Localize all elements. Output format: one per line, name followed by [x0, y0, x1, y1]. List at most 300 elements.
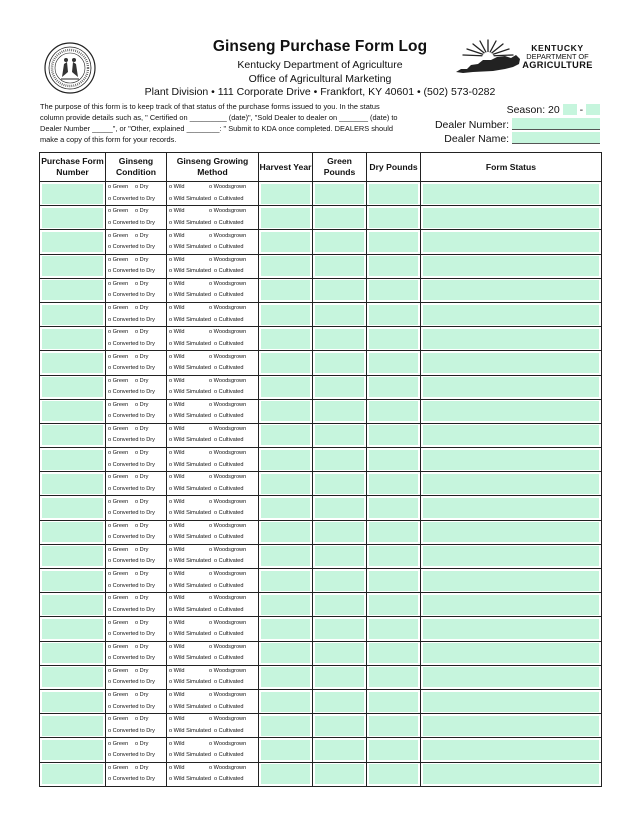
- condition-dry-radio[interactable]: o Dry: [135, 764, 149, 771]
- purchase-form-number-input[interactable]: [42, 184, 103, 204]
- purchase-form-number-input[interactable]: [42, 546, 103, 566]
- purchase-form-number-input[interactable]: [42, 280, 103, 300]
- harvest-year-input[interactable]: [261, 184, 310, 204]
- form-status-input[interactable]: [423, 377, 599, 397]
- method-wild-radio[interactable]: o Wild: [169, 740, 185, 747]
- method-wild-simulated-radio[interactable]: o Wild Simulated: [169, 679, 211, 686]
- harvest-year-input[interactable]: [261, 498, 310, 518]
- condition-dry-radio[interactable]: o Dry: [135, 716, 149, 723]
- form-status-input[interactable]: [423, 474, 599, 494]
- condition-dry-radio[interactable]: o Dry: [135, 619, 149, 626]
- method-woodsgrown-radio[interactable]: o Woodsgrown: [209, 522, 247, 529]
- method-wild-simulated-radio[interactable]: o Wild Simulated: [169, 364, 211, 371]
- dry-pounds-input[interactable]: [369, 280, 418, 300]
- green-pounds-input[interactable]: [315, 740, 364, 760]
- condition-green-radio[interactable]: o Green: [108, 329, 129, 336]
- method-cultivated-radio[interactable]: o Cultivated: [213, 340, 244, 347]
- method-wild-radio[interactable]: o Wild: [169, 450, 185, 457]
- purchase-form-number-input[interactable]: [42, 377, 103, 397]
- method-wild-radio[interactable]: o Wild: [169, 353, 185, 360]
- method-wild-simulated-radio[interactable]: o Wild Simulated: [169, 534, 211, 541]
- method-cultivated-radio[interactable]: o Cultivated: [213, 703, 244, 710]
- condition-dry-radio[interactable]: o Dry: [135, 208, 149, 215]
- method-cultivated-radio[interactable]: o Cultivated: [213, 679, 244, 686]
- green-pounds-input[interactable]: [315, 667, 364, 687]
- method-woodsgrown-radio[interactable]: o Woodsgrown: [209, 571, 247, 578]
- green-pounds-input[interactable]: [315, 425, 364, 445]
- condition-green-radio[interactable]: o Green: [108, 305, 129, 312]
- dry-pounds-input[interactable]: [369, 232, 418, 252]
- method-wild-simulated-radio[interactable]: o Wild Simulated: [169, 243, 211, 250]
- method-wild-simulated-radio[interactable]: o Wild Simulated: [169, 413, 211, 420]
- form-status-input[interactable]: [423, 595, 599, 615]
- condition-green-radio[interactable]: o Green: [108, 498, 129, 505]
- form-status-input[interactable]: [423, 716, 599, 736]
- form-status-input[interactable]: [423, 522, 599, 542]
- method-wild-simulated-radio[interactable]: o Wild Simulated: [169, 776, 211, 783]
- method-woodsgrown-radio[interactable]: o Woodsgrown: [209, 208, 247, 215]
- method-wild-simulated-radio[interactable]: o Wild Simulated: [169, 606, 211, 613]
- condition-converted-radio[interactable]: o Converted to Dry: [108, 268, 155, 275]
- purchase-form-number-input[interactable]: [42, 716, 103, 736]
- method-woodsgrown-radio[interactable]: o Woodsgrown: [209, 401, 247, 408]
- method-woodsgrown-radio[interactable]: o Woodsgrown: [209, 643, 247, 650]
- harvest-year-input[interactable]: [261, 329, 310, 349]
- green-pounds-input[interactable]: [315, 571, 364, 591]
- purchase-form-number-input[interactable]: [42, 764, 103, 784]
- form-status-input[interactable]: [423, 425, 599, 445]
- condition-green-radio[interactable]: o Green: [108, 232, 129, 239]
- harvest-year-input[interactable]: [261, 377, 310, 397]
- condition-dry-radio[interactable]: o Dry: [135, 401, 149, 408]
- method-woodsgrown-radio[interactable]: o Woodsgrown: [209, 353, 247, 360]
- harvest-year-input[interactable]: [261, 353, 310, 373]
- method-wild-simulated-radio[interactable]: o Wild Simulated: [169, 292, 211, 299]
- dry-pounds-input[interactable]: [369, 425, 418, 445]
- harvest-year-input[interactable]: [261, 595, 310, 615]
- method-wild-radio[interactable]: o Wild: [169, 547, 185, 553]
- green-pounds-input[interactable]: [315, 401, 364, 421]
- green-pounds-input[interactable]: [315, 305, 364, 325]
- dry-pounds-input[interactable]: [369, 184, 418, 204]
- form-status-input[interactable]: [423, 450, 599, 470]
- method-wild-simulated-radio[interactable]: o Wild Simulated: [169, 485, 211, 492]
- dry-pounds-input[interactable]: [369, 401, 418, 421]
- condition-converted-radio[interactable]: o Converted to Dry: [108, 389, 155, 396]
- method-wild-radio[interactable]: o Wild: [169, 571, 185, 578]
- condition-dry-radio[interactable]: o Dry: [135, 643, 149, 650]
- dry-pounds-input[interactable]: [369, 329, 418, 349]
- condition-green-radio[interactable]: o Green: [108, 280, 129, 287]
- condition-converted-radio[interactable]: o Converted to Dry: [108, 727, 155, 734]
- method-wild-radio[interactable]: o Wild: [169, 716, 185, 723]
- method-cultivated-radio[interactable]: o Cultivated: [213, 606, 244, 613]
- dry-pounds-input[interactable]: [369, 595, 418, 615]
- condition-dry-radio[interactable]: o Dry: [135, 474, 149, 481]
- harvest-year-input[interactable]: [261, 425, 310, 445]
- form-status-input[interactable]: [423, 232, 599, 252]
- method-cultivated-radio[interactable]: o Cultivated: [213, 727, 244, 734]
- method-wild-simulated-radio[interactable]: o Wild Simulated: [169, 703, 211, 710]
- dry-pounds-input[interactable]: [369, 522, 418, 542]
- harvest-year-input[interactable]: [261, 716, 310, 736]
- method-wild-simulated-radio[interactable]: o Wild Simulated: [169, 655, 211, 662]
- method-wild-radio[interactable]: o Wild: [169, 329, 185, 336]
- method-wild-simulated-radio[interactable]: o Wild Simulated: [169, 340, 211, 347]
- method-cultivated-radio[interactable]: o Cultivated: [213, 364, 244, 371]
- purchase-form-number-input[interactable]: [42, 450, 103, 470]
- condition-dry-radio[interactable]: o Dry: [135, 256, 149, 263]
- condition-converted-radio[interactable]: o Converted to Dry: [108, 485, 155, 492]
- method-cultivated-radio[interactable]: o Cultivated: [213, 582, 244, 589]
- condition-converted-radio[interactable]: o Converted to Dry: [108, 534, 155, 541]
- purchase-form-number-input[interactable]: [42, 329, 103, 349]
- method-cultivated-radio[interactable]: o Cultivated: [213, 534, 244, 541]
- harvest-year-input[interactable]: [261, 280, 310, 300]
- method-cultivated-radio[interactable]: o Cultivated: [213, 485, 244, 492]
- dry-pounds-input[interactable]: [369, 764, 418, 784]
- method-wild-simulated-radio[interactable]: o Wild Simulated: [169, 316, 211, 323]
- method-wild-simulated-radio[interactable]: o Wild Simulated: [169, 558, 211, 565]
- condition-converted-radio[interactable]: o Converted to Dry: [108, 703, 155, 710]
- condition-converted-radio[interactable]: o Converted to Dry: [108, 316, 155, 323]
- method-cultivated-radio[interactable]: o Cultivated: [213, 316, 244, 323]
- condition-green-radio[interactable]: o Green: [108, 256, 129, 263]
- condition-green-radio[interactable]: o Green: [108, 184, 129, 191]
- method-wild-radio[interactable]: o Wild: [169, 595, 185, 602]
- method-wild-radio[interactable]: o Wild: [169, 764, 185, 771]
- harvest-year-input[interactable]: [261, 764, 310, 784]
- condition-converted-radio[interactable]: o Converted to Dry: [108, 606, 155, 613]
- method-woodsgrown-radio[interactable]: o Woodsgrown: [209, 329, 247, 336]
- purchase-form-number-input[interactable]: [42, 595, 103, 615]
- condition-green-radio[interactable]: o Green: [108, 547, 129, 553]
- method-cultivated-radio[interactable]: o Cultivated: [213, 219, 244, 226]
- condition-converted-radio[interactable]: o Converted to Dry: [108, 364, 155, 371]
- method-woodsgrown-radio[interactable]: o Woodsgrown: [209, 377, 247, 384]
- condition-green-radio[interactable]: o Green: [108, 667, 129, 674]
- method-wild-radio[interactable]: o Wild: [169, 619, 185, 626]
- condition-converted-radio[interactable]: o Converted to Dry: [108, 413, 155, 420]
- condition-dry-radio[interactable]: o Dry: [135, 232, 149, 239]
- condition-green-radio[interactable]: o Green: [108, 692, 129, 699]
- dealer-number-input[interactable]: [512, 118, 600, 130]
- form-status-input[interactable]: [423, 692, 599, 712]
- condition-green-radio[interactable]: o Green: [108, 643, 129, 650]
- condition-converted-radio[interactable]: o Converted to Dry: [108, 582, 155, 589]
- method-woodsgrown-radio[interactable]: o Woodsgrown: [209, 450, 247, 457]
- dry-pounds-input[interactable]: [369, 571, 418, 591]
- method-cultivated-radio[interactable]: o Cultivated: [213, 195, 244, 202]
- dry-pounds-input[interactable]: [369, 208, 418, 228]
- green-pounds-input[interactable]: [315, 764, 364, 784]
- purchase-form-number-input[interactable]: [42, 425, 103, 445]
- condition-converted-radio[interactable]: o Converted to Dry: [108, 461, 155, 468]
- green-pounds-input[interactable]: [315, 474, 364, 494]
- method-cultivated-radio[interactable]: o Cultivated: [213, 268, 244, 275]
- green-pounds-input[interactable]: [315, 498, 364, 518]
- condition-green-radio[interactable]: o Green: [108, 450, 129, 457]
- method-wild-simulated-radio[interactable]: o Wild Simulated: [169, 751, 211, 758]
- condition-converted-radio[interactable]: o Converted to Dry: [108, 776, 155, 783]
- green-pounds-input[interactable]: [315, 184, 364, 204]
- method-wild-radio[interactable]: o Wild: [169, 377, 185, 384]
- method-wild-radio[interactable]: o Wild: [169, 401, 185, 408]
- method-woodsgrown-radio[interactable]: o Woodsgrown: [209, 667, 247, 674]
- form-status-input[interactable]: [423, 256, 599, 276]
- green-pounds-input[interactable]: [315, 232, 364, 252]
- method-wild-simulated-radio[interactable]: o Wild Simulated: [169, 437, 211, 444]
- green-pounds-input[interactable]: [315, 208, 364, 228]
- purchase-form-number-input[interactable]: [42, 692, 103, 712]
- condition-dry-radio[interactable]: o Dry: [135, 305, 149, 312]
- dry-pounds-input[interactable]: [369, 305, 418, 325]
- dry-pounds-input[interactable]: [369, 619, 418, 639]
- harvest-year-input[interactable]: [261, 643, 310, 663]
- condition-converted-radio[interactable]: o Converted to Dry: [108, 679, 155, 686]
- condition-converted-radio[interactable]: o Converted to Dry: [108, 510, 155, 517]
- form-status-input[interactable]: [423, 329, 599, 349]
- method-wild-radio[interactable]: o Wild: [169, 522, 185, 529]
- dry-pounds-input[interactable]: [369, 716, 418, 736]
- harvest-year-input[interactable]: [261, 692, 310, 712]
- method-cultivated-radio[interactable]: o Cultivated: [213, 655, 244, 662]
- method-woodsgrown-radio[interactable]: o Woodsgrown: [209, 692, 247, 699]
- method-woodsgrown-radio[interactable]: o Woodsgrown: [209, 305, 247, 312]
- condition-dry-radio[interactable]: o Dry: [135, 667, 149, 674]
- condition-converted-radio[interactable]: o Converted to Dry: [108, 195, 155, 202]
- harvest-year-input[interactable]: [261, 619, 310, 639]
- method-cultivated-radio[interactable]: o Cultivated: [213, 292, 244, 299]
- dry-pounds-input[interactable]: [369, 377, 418, 397]
- dry-pounds-input[interactable]: [369, 667, 418, 687]
- harvest-year-input[interactable]: [261, 305, 310, 325]
- form-status-input[interactable]: [423, 305, 599, 325]
- condition-green-radio[interactable]: o Green: [108, 522, 129, 529]
- form-status-input[interactable]: [423, 764, 599, 784]
- condition-converted-radio[interactable]: o Converted to Dry: [108, 630, 155, 637]
- condition-green-radio[interactable]: o Green: [108, 426, 129, 433]
- condition-green-radio[interactable]: o Green: [108, 353, 129, 360]
- form-status-input[interactable]: [423, 740, 599, 760]
- method-woodsgrown-radio[interactable]: o Woodsgrown: [209, 716, 247, 723]
- purchase-form-number-input[interactable]: [42, 401, 103, 421]
- condition-dry-radio[interactable]: o Dry: [135, 329, 149, 336]
- method-wild-radio[interactable]: o Wild: [169, 667, 185, 674]
- green-pounds-input[interactable]: [315, 595, 364, 615]
- purchase-form-number-input[interactable]: [42, 353, 103, 373]
- method-woodsgrown-radio[interactable]: o Woodsgrown: [209, 619, 247, 626]
- condition-converted-radio[interactable]: o Converted to Dry: [108, 558, 155, 565]
- green-pounds-input[interactable]: [315, 450, 364, 470]
- purchase-form-number-input[interactable]: [42, 498, 103, 518]
- purchase-form-number-input[interactable]: [42, 667, 103, 687]
- condition-dry-radio[interactable]: o Dry: [135, 547, 149, 553]
- method-cultivated-radio[interactable]: o Cultivated: [213, 437, 244, 444]
- form-status-input[interactable]: [423, 619, 599, 639]
- condition-green-radio[interactable]: o Green: [108, 595, 129, 602]
- harvest-year-input[interactable]: [261, 474, 310, 494]
- dealer-name-input[interactable]: [512, 132, 600, 144]
- green-pounds-input[interactable]: [315, 643, 364, 663]
- harvest-year-input[interactable]: [261, 522, 310, 542]
- form-status-input[interactable]: [423, 546, 599, 566]
- method-woodsgrown-radio[interactable]: o Woodsgrown: [209, 547, 247, 553]
- method-woodsgrown-radio[interactable]: o Woodsgrown: [209, 498, 247, 505]
- dry-pounds-input[interactable]: [369, 450, 418, 470]
- condition-green-radio[interactable]: o Green: [108, 474, 129, 481]
- method-cultivated-radio[interactable]: o Cultivated: [213, 243, 244, 250]
- method-cultivated-radio[interactable]: o Cultivated: [213, 558, 244, 565]
- method-wild-radio[interactable]: o Wild: [169, 498, 185, 505]
- purchase-form-number-input[interactable]: [42, 643, 103, 663]
- green-pounds-input[interactable]: [315, 329, 364, 349]
- method-wild-simulated-radio[interactable]: o Wild Simulated: [169, 630, 211, 637]
- form-status-input[interactable]: [423, 667, 599, 687]
- condition-dry-radio[interactable]: o Dry: [135, 692, 149, 699]
- condition-converted-radio[interactable]: o Converted to Dry: [108, 437, 155, 444]
- method-wild-simulated-radio[interactable]: o Wild Simulated: [169, 389, 211, 396]
- green-pounds-input[interactable]: [315, 377, 364, 397]
- form-status-input[interactable]: [423, 498, 599, 518]
- method-woodsgrown-radio[interactable]: o Woodsgrown: [209, 426, 247, 433]
- condition-dry-radio[interactable]: o Dry: [135, 595, 149, 602]
- method-cultivated-radio[interactable]: o Cultivated: [213, 630, 244, 637]
- form-status-input[interactable]: [423, 184, 599, 204]
- method-wild-radio[interactable]: o Wild: [169, 474, 185, 481]
- season-end-input[interactable]: [586, 104, 600, 115]
- condition-dry-radio[interactable]: o Dry: [135, 377, 149, 384]
- method-woodsgrown-radio[interactable]: o Woodsgrown: [209, 184, 247, 191]
- method-wild-radio[interactable]: o Wild: [169, 256, 185, 263]
- purchase-form-number-input[interactable]: [42, 256, 103, 276]
- dry-pounds-input[interactable]: [369, 353, 418, 373]
- purchase-form-number-input[interactable]: [42, 474, 103, 494]
- form-status-input[interactable]: [423, 571, 599, 591]
- harvest-year-input[interactable]: [261, 546, 310, 566]
- method-wild-radio[interactable]: o Wild: [169, 305, 185, 312]
- method-cultivated-radio[interactable]: o Cultivated: [213, 413, 244, 420]
- method-wild-simulated-radio[interactable]: o Wild Simulated: [169, 268, 211, 275]
- green-pounds-input[interactable]: [315, 716, 364, 736]
- condition-green-radio[interactable]: o Green: [108, 571, 129, 578]
- condition-dry-radio[interactable]: o Dry: [135, 522, 149, 529]
- method-cultivated-radio[interactable]: o Cultivated: [213, 461, 244, 468]
- purchase-form-number-input[interactable]: [42, 619, 103, 639]
- condition-dry-radio[interactable]: o Dry: [135, 498, 149, 505]
- condition-dry-radio[interactable]: o Dry: [135, 184, 149, 191]
- method-woodsgrown-radio[interactable]: o Woodsgrown: [209, 740, 247, 747]
- condition-converted-radio[interactable]: o Converted to Dry: [108, 292, 155, 299]
- green-pounds-input[interactable]: [315, 546, 364, 566]
- condition-green-radio[interactable]: o Green: [108, 401, 129, 408]
- method-wild-simulated-radio[interactable]: o Wild Simulated: [169, 582, 211, 589]
- purchase-form-number-input[interactable]: [42, 571, 103, 591]
- condition-green-radio[interactable]: o Green: [108, 377, 129, 384]
- green-pounds-input[interactable]: [315, 619, 364, 639]
- green-pounds-input[interactable]: [315, 280, 364, 300]
- method-wild-radio[interactable]: o Wild: [169, 426, 185, 433]
- method-wild-simulated-radio[interactable]: o Wild Simulated: [169, 219, 211, 226]
- dry-pounds-input[interactable]: [369, 498, 418, 518]
- purchase-form-number-input[interactable]: [42, 208, 103, 228]
- method-wild-simulated-radio[interactable]: o Wild Simulated: [169, 510, 211, 517]
- method-wild-radio[interactable]: o Wild: [169, 208, 185, 215]
- condition-green-radio[interactable]: o Green: [108, 740, 129, 747]
- harvest-year-input[interactable]: [261, 232, 310, 252]
- condition-dry-radio[interactable]: o Dry: [135, 571, 149, 578]
- method-woodsgrown-radio[interactable]: o Woodsgrown: [209, 280, 247, 287]
- harvest-year-input[interactable]: [261, 256, 310, 276]
- condition-converted-radio[interactable]: o Converted to Dry: [108, 751, 155, 758]
- method-wild-radio[interactable]: o Wild: [169, 692, 185, 699]
- dry-pounds-input[interactable]: [369, 256, 418, 276]
- method-wild-simulated-radio[interactable]: o Wild Simulated: [169, 727, 211, 734]
- method-woodsgrown-radio[interactable]: o Woodsgrown: [209, 764, 247, 771]
- harvest-year-input[interactable]: [261, 667, 310, 687]
- condition-converted-radio[interactable]: o Converted to Dry: [108, 243, 155, 250]
- method-wild-radio[interactable]: o Wild: [169, 232, 185, 239]
- method-wild-radio[interactable]: o Wild: [169, 643, 185, 650]
- dry-pounds-input[interactable]: [369, 692, 418, 712]
- condition-converted-radio[interactable]: o Converted to Dry: [108, 219, 155, 226]
- method-cultivated-radio[interactable]: o Cultivated: [213, 510, 244, 517]
- condition-green-radio[interactable]: o Green: [108, 208, 129, 215]
- form-status-input[interactable]: [423, 208, 599, 228]
- dry-pounds-input[interactable]: [369, 740, 418, 760]
- method-woodsgrown-radio[interactable]: o Woodsgrown: [209, 474, 247, 481]
- condition-green-radio[interactable]: o Green: [108, 716, 129, 723]
- method-woodsgrown-radio[interactable]: o Woodsgrown: [209, 232, 247, 239]
- form-status-input[interactable]: [423, 280, 599, 300]
- condition-dry-radio[interactable]: o Dry: [135, 353, 149, 360]
- method-wild-radio[interactable]: o Wild: [169, 280, 185, 287]
- form-status-input[interactable]: [423, 401, 599, 421]
- harvest-year-input[interactable]: [261, 208, 310, 228]
- condition-converted-radio[interactable]: o Converted to Dry: [108, 340, 155, 347]
- harvest-year-input[interactable]: [261, 450, 310, 470]
- harvest-year-input[interactable]: [261, 740, 310, 760]
- method-woodsgrown-radio[interactable]: o Woodsgrown: [209, 256, 247, 263]
- method-wild-radio[interactable]: o Wild: [169, 184, 185, 191]
- green-pounds-input[interactable]: [315, 522, 364, 542]
- form-status-input[interactable]: [423, 643, 599, 663]
- purchase-form-number-input[interactable]: [42, 522, 103, 542]
- condition-dry-radio[interactable]: o Dry: [135, 740, 149, 747]
- method-wild-simulated-radio[interactable]: o Wild Simulated: [169, 461, 211, 468]
- purchase-form-number-input[interactable]: [42, 740, 103, 760]
- harvest-year-input[interactable]: [261, 401, 310, 421]
- purchase-form-number-input[interactable]: [42, 232, 103, 252]
- method-woodsgrown-radio[interactable]: o Woodsgrown: [209, 595, 247, 602]
- condition-dry-radio[interactable]: o Dry: [135, 450, 149, 457]
- condition-green-radio[interactable]: o Green: [108, 619, 129, 626]
- condition-green-radio[interactable]: o Green: [108, 764, 129, 771]
- dry-pounds-input[interactable]: [369, 643, 418, 663]
- method-cultivated-radio[interactable]: o Cultivated: [213, 389, 244, 396]
- green-pounds-input[interactable]: [315, 256, 364, 276]
- condition-dry-radio[interactable]: o Dry: [135, 280, 149, 287]
- season-start-input[interactable]: [563, 104, 577, 115]
- condition-dry-radio[interactable]: o Dry: [135, 426, 149, 433]
- method-cultivated-radio[interactable]: o Cultivated: [213, 776, 244, 783]
- method-cultivated-radio[interactable]: o Cultivated: [213, 751, 244, 758]
- form-status-input[interactable]: [423, 353, 599, 373]
- green-pounds-input[interactable]: [315, 353, 364, 373]
- green-pounds-input[interactable]: [315, 692, 364, 712]
- dry-pounds-input[interactable]: [369, 474, 418, 494]
- dry-pounds-input[interactable]: [369, 546, 418, 566]
